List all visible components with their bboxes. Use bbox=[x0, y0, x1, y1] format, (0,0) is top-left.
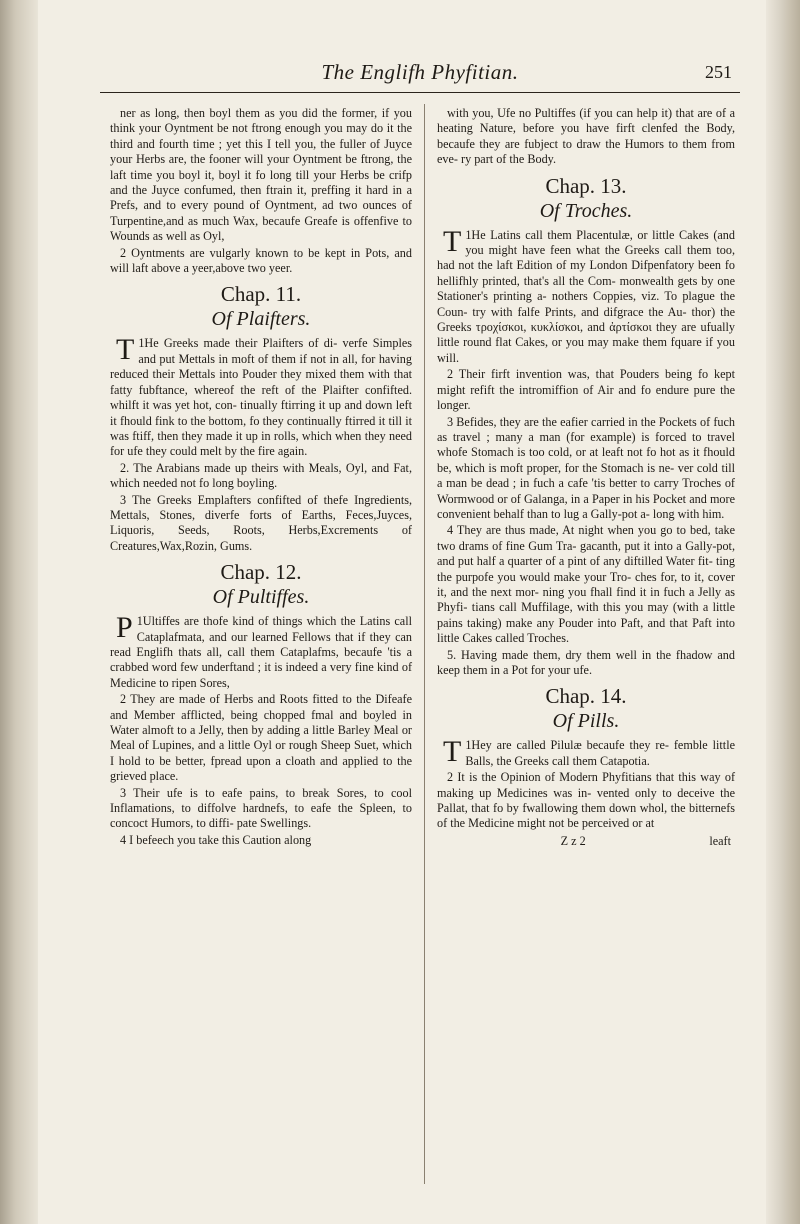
paragraph: with you, Ufe no Pultiffes (if you can help it) that are of a heating Nature, before you have firft clenfed the Body, becaufe they are fubject to draw the Humors to them from eve- ry part of the Body. bbox=[437, 106, 735, 167]
chapter-heading bbox=[437, 174, 735, 224]
drop-cap: P bbox=[116, 611, 133, 645]
chapter-title: Of Plaifters. bbox=[211, 308, 311, 331]
chapter-title: Of Pills. bbox=[552, 710, 620, 733]
paragraph: 4 They are thus made, At night when you go to bed, take two drams of fine Gum Tra- gacanth, put it into a Gally-pot, and put half a quarter of a pint of any diftilled Water fit- ting the purpofe you would make your Tro- ches for, to it, cover it, and the next mor- ning you fhall find it in fuch a Jelly as Phyfi- tians call Muffilage, with this you may (with a little pains taking) make any Pouder into Paft, and that Paft into little Cakes called Troches. bbox=[437, 523, 735, 646]
drop-cap: T bbox=[443, 735, 462, 769]
paragraph: 1 P Ultiffes are thofe kind of things which the Latins call Cataplafmata, and our learned Fellows that if they can read Englifh thats all, call them Cataplafms, becaufe 'tis a crabbed word few underftand ; it is indeed a very fine kind of Medicine to ripen Sores, bbox=[110, 611, 412, 690]
paragraph: 4 I befeech you take this Caution along bbox=[120, 832, 312, 847]
paragraph-number: 1 bbox=[136, 614, 143, 629]
page-number: 251 bbox=[705, 62, 732, 82]
paragraph: 2 It is the Opinion of Modern Phyfitians that this way of making up Medicines was in- vented only to deceive the Pallat, that fo by fwallowing them down whol, the bitternefs of the Medicine might not be perceived or at bbox=[437, 770, 735, 831]
paragraph: 1 T He Greeks made their Plaifters of di- verfe Simples and put Mettals in moft of them if not in all, for having reduced their Mettals into Pouder they mixed them with that fatty fubftance, whereof the reft of the Plaifter confifted. whilft it was yet hot, con- tinually ftirring it up and down left it fhould fink to the bottom, fo they continually ftirred it till it was ftiff, then they made it up in rolls, which when they need for ufe they could melt by the fire again. bbox=[110, 333, 412, 459]
paragraph: 2 Oyntments are vulgarly known to be kept in Pots, and will laft above a yeer,above two yeer. bbox=[110, 245, 412, 276]
chapter-number: Chap. 13. bbox=[545, 173, 627, 198]
chapter-number: Chap. 11. bbox=[220, 282, 302, 307]
page-header bbox=[100, 60, 740, 94]
chapter-title: Of Pultiffes. bbox=[212, 586, 310, 609]
paragraph-number: 1 bbox=[465, 227, 472, 242]
chapter-number: Chap. 14. bbox=[545, 684, 627, 709]
drop-cap: T bbox=[443, 224, 462, 258]
catchword: leaft bbox=[709, 833, 731, 848]
chapter-heading bbox=[437, 684, 735, 734]
chapter-number: Chap. 12. bbox=[220, 560, 302, 585]
paragraph-number: 1 bbox=[465, 738, 472, 753]
paragraph: 3 Their ufe is to eafe pains, to break Sores, to cool Inflamations, to diffolve hardnefs, to eafe the Spleen, to concoct Humors, to diffi- pate Swellings. bbox=[110, 785, 412, 831]
right-column bbox=[437, 106, 735, 849]
paragraph: 1 T Hey are called Pilulæ becaufe they re- femble little Balls, the Greeks call them Catapotia. bbox=[443, 735, 735, 769]
page-footer bbox=[437, 834, 735, 849]
chapter-heading bbox=[110, 282, 412, 332]
paragraph: ner as long, then boyl them as you did the former, if you think your Oyntment be not ftrong enough you may do it the third and fourth time ; yet this I tell you, the fuller of Juyce your Herbs are, the fooner will your Oyntment be ftrong, the laft time you boyl it, boyl it fo long till your Herbs be crifp and the Juyce confumed, then ftrain it, preffing it hard in a Prefs, and to every pound of Oyntment, ad two ounces of Turpentine,and as much Wax, becaufe Greafe is offenfive to Wounds as well as Oyl, bbox=[110, 106, 412, 244]
left-page-shadow bbox=[0, 0, 38, 1224]
paragraph: 2 Their firft invention was, that Pouders being fo kept might refift the intromiffion of Air and fo endure pure the longer. bbox=[437, 367, 735, 413]
paragraph: 2 They are made of Herbs and Roots fitted to the Difeafe and Member afflicted, being chopped fmal and boyled in Water almoft to a Jelly, then by adding a little Barley Meal or Meal of Lupines, and a little Oyl or rough Sheep Suet, which I hold to be better, fpread upon a cloath and applied to the grieved place. bbox=[110, 692, 412, 784]
running-title: The Englifh Phyfitian. bbox=[321, 60, 519, 84]
paragraph: 5. Having made them, dry them well in the fhadow and keep them in a Pot for your ufe. bbox=[437, 647, 735, 677]
paragraph: 1 T He Latins call them Placentulæ, or little Cakes (and you might have feen what the Greeks call them too, had not the laft Edition of my London Difpenfatory been fo hellifhly printed, that's all the Com- monwealth gets by one Stationer's printing a- nothers Coppies, viz. To plague the Coun- try with falfe Prints, and difgrace the Au- thor) the Greeks τροχίσκοι, κυκλίσκοι, and ἀρτίσκοι they are ufually little round flat Cakes, or you may make them fquare if you will. bbox=[437, 224, 735, 365]
chapter-heading bbox=[110, 560, 412, 610]
signature-mark: Z z 2 bbox=[560, 833, 586, 848]
drop-cap: T bbox=[116, 333, 135, 367]
paragraph: 3 Befides, they are the eafier carried in the Pockets of fuch as travel ; many a man (for example) is forced to travel whofe Stomach is too cold, or at leaft not fo hot as it fhould be, which is moft proper, for the Stomach is ne- ver cold till a man be dead ; in fuch a cafe 'tis better to carry Troches of Wormwood or of Galanga, in a Paper in his Pocket and more convenient behalf than to lug a Gally-pot a- long with him. bbox=[437, 414, 735, 521]
right-page-edge bbox=[766, 0, 800, 1224]
paragraph: 3 The Greeks Emplafters confifted of thefe Ingredients, Mettals, Stones, diverfe forts of Earths, Feces,Juyces, Liquoris, Seeds, Roots, Herbs,Excrements of Creatures,Wax,Rozin, Gums. bbox=[110, 492, 412, 553]
left-column bbox=[110, 106, 412, 849]
paragraph: 2. The Arabians made up theirs with Meals, Oyl, and Fat, which needed not fo long boyling. bbox=[110, 460, 412, 491]
column-divider bbox=[424, 104, 425, 1184]
chapter-title: Of Troches. bbox=[539, 199, 633, 222]
header-rule bbox=[100, 92, 740, 93]
paragraph-number: 1 bbox=[138, 336, 145, 351]
